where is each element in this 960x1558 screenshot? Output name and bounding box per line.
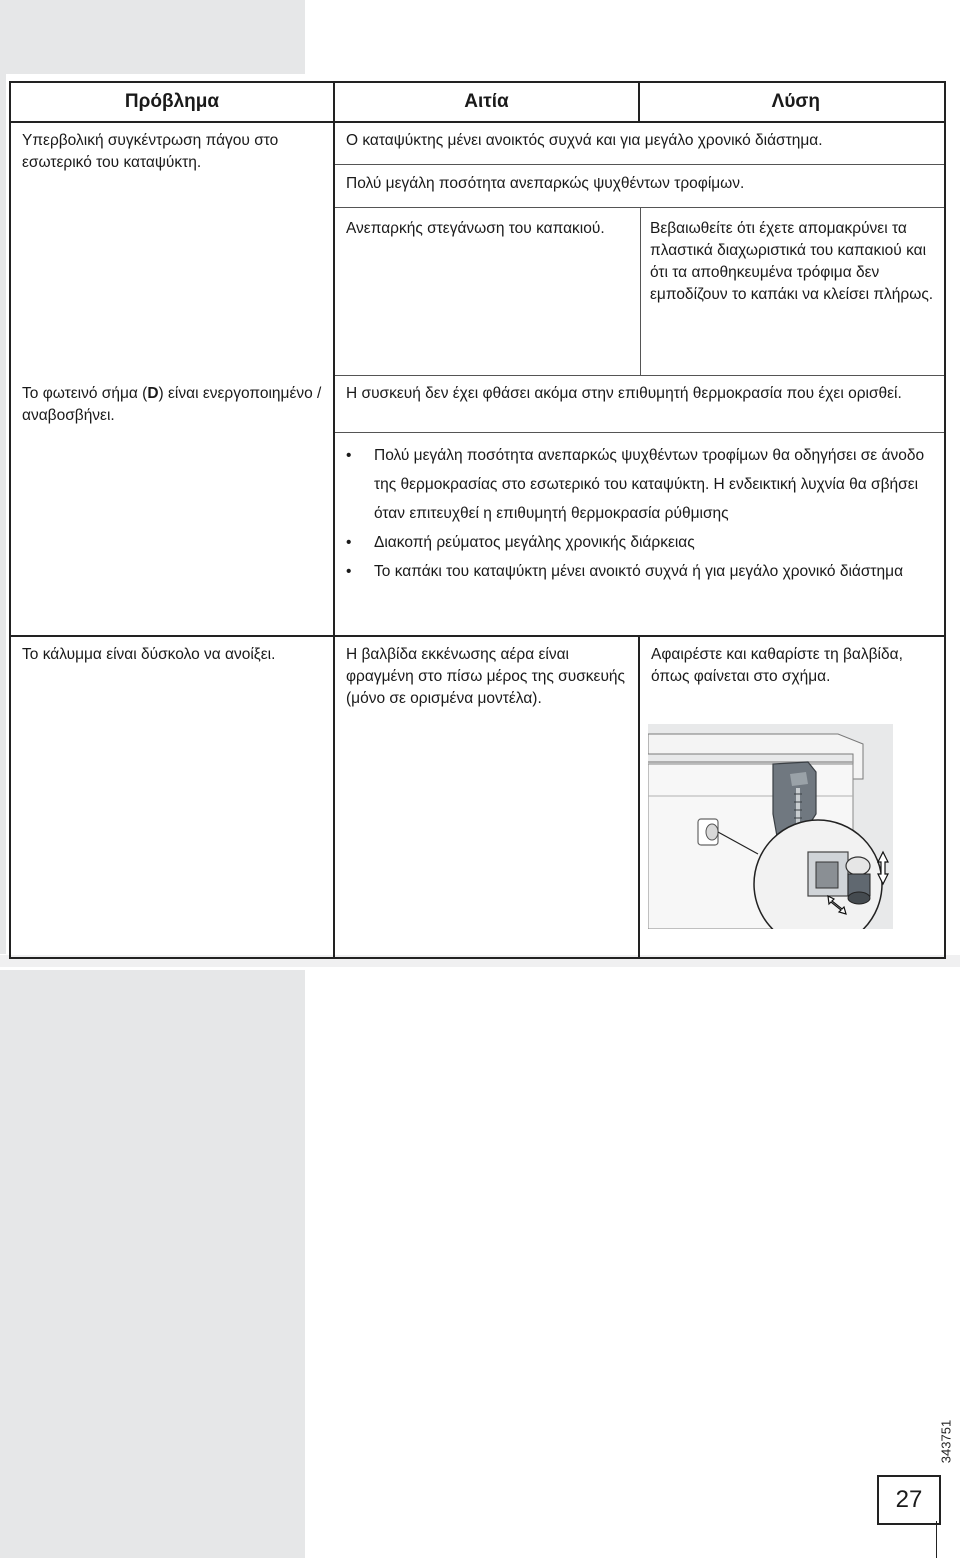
cause-lid-seal: Ανεπαρκής στεγάνωση του καπακιού. [346,220,605,237]
divider [335,432,944,433]
gray-margin-bottom [0,970,305,1558]
cause-lid-open: Ο καταψύκτης μένει ανοικτός συχνά και για μεγάλο χρονικό διάστημα. [346,132,823,149]
valve-base [848,892,870,904]
list-item: • Διακοπή ρεύματος μεγάλης χρονικής διάρκειας [346,534,695,551]
document-code: 343751 [938,1419,954,1464]
divider [335,164,944,165]
cause-cell-valve [334,636,639,958]
divider-vertical [640,207,641,375]
bullet-list [346,441,936,586]
cause-temperature-not-reached: Η συσκευή δεν έχει φθάσει ακόμα στην επιθυμητή θερμοκρασία που έχει ορισθεί. [346,385,902,402]
solution-lid-seal: Βεβαιωθείτε ότι έχετε απομακρύνει τα πλαστικά διαχωριστικά του καπακιού και ότι τα αποθηκευμένα τρόφιμα δεν εμποδίζουν το καπάκι να κλείσει πλήρως. [650,220,934,303]
problem-cell-ice-lamp [10,122,334,636]
list-item: • Το καπάκι του καταψύκτη μένει ανοικτό συχνά ή για μεγάλο χρονικό διάστημα [346,563,904,580]
problem-lamp-on: Το φωτεινό σήμα (D) είναι ενεργοποιημένο / αναβοσβήνει. [22,385,322,424]
valve-knob-small [706,824,718,840]
gray-margin-strip [0,74,6,954]
hinge-cap [790,772,808,786]
header-cause: Αιτία [334,82,639,122]
page-number-tick [936,1521,937,1558]
problem-lid-hard: Το κάλυμμα είναι δύσκολο να ανοίξει. [22,646,276,663]
cause-unchilled-food: Πολύ μεγάλη ποσότητα ανεπαρκώς ψυχθέντων τροφίμων. [346,175,745,192]
solution-clean-valve: Αφαιρέστε και καθαρίστε τη βαλβίδα, όπως φαίνεται στο σχήμα. [651,646,903,685]
problem-ice-buildup: Υπερβολική συγκέντρωση πάγου στο εσωτερικό του καταψύκτη. [22,132,279,171]
cause-solution-block [334,122,945,636]
valve-illustration [648,724,893,929]
list-item: • Πολύ μεγάλη ποσότητα ανεπαρκώς ψυχθέντων τροφίμων θα οδηγήσει σε άνοδο της θερμοκρασίας στο εσωτερικό του καταψύκτη. Η ενδεικτική λυχνία θα σβήσει όταν επιτευχθεί η επιθυμητή θερμοκρασία ρύθμισης [346,447,925,522]
gray-margin-top [0,0,305,74]
page-number: 27 [877,1475,941,1525]
cause-valve-blocked: Η βαλβίδα εκκένωσης αέρα είναι φραγμένη στο πίσω μέρος της συσκευής (μόνο σε ορισμένα μοντέλα). [346,646,626,707]
header-solution: Λύση [639,82,945,122]
valve-recess [816,862,838,888]
header-problem: Πρόβλημα [10,82,334,122]
divider [335,375,944,376]
valve-cap-icon [846,857,870,875]
problem-cell-lid-hard [10,636,334,958]
